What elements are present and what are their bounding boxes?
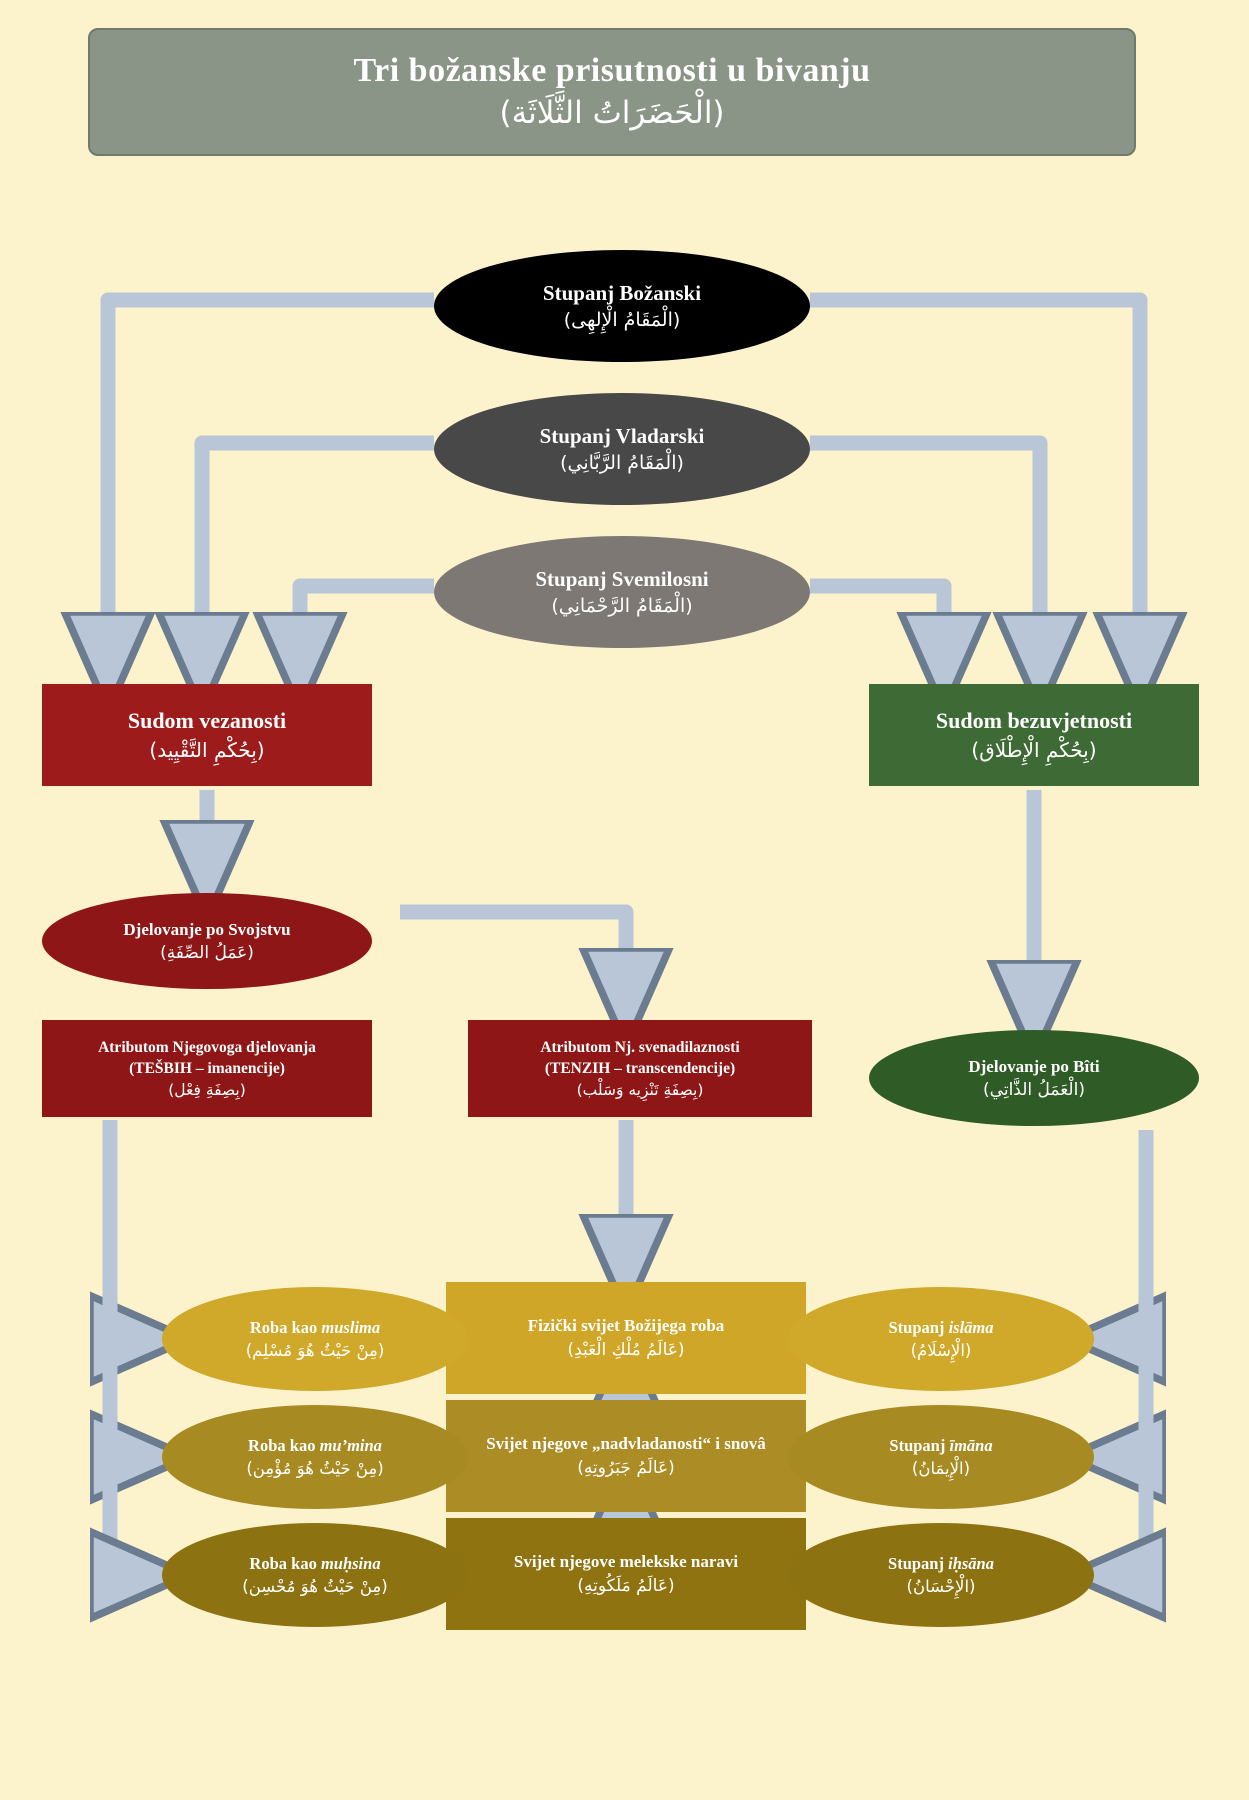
node-stupanj-imana [788,1405,1094,1509]
node-stupanj-vladarski [434,393,810,505]
node-label-arabic: (عَالَمُ جَبَرُوتِهِ) [577,1458,675,1478]
node-label-latin: Fizički svijet Božijega roba [527,1316,725,1335]
node-label-latin: Sudom bezuvjetnosti [935,708,1133,733]
node-sudom-bezuvjetnosti [869,684,1199,786]
node-label-arabic: (مِنْ حَيْثُ هُوَ مُسْلِم) [245,1341,385,1360]
arrow-lvl2-to-bound [202,443,434,660]
node-stupanj-svemilosni [434,536,810,648]
node-label-latin: Stupanj Svemilosni [535,567,709,591]
label-prefix: Stupanj [888,1554,949,1573]
node-tenzih [468,1020,812,1117]
label-italic: mu’mina [319,1436,382,1455]
label-prefix: Stupanj [889,1436,950,1455]
label-prefix: Roba kao [248,1436,320,1455]
node-label-line2: (TENZIH – transcendencije) [544,1059,736,1077]
node-label-arabic: (الْإِسْلَامُ) [910,1341,972,1360]
node-svijet-melekut [446,1518,806,1630]
page-title [88,28,1136,156]
node-label-arabic: (بِصِفَةِ فِعْل) [168,1080,246,1099]
node-svijet-mulk [446,1282,806,1394]
node-roba-kao-mumina [162,1405,468,1509]
node-label-latin: Svijet njegove „nadvladanosti“ i snovâ [486,1434,766,1453]
node-label-arabic: (الْعَمَلُ الذَّاتِي) [983,1079,1085,1100]
node-label-line1: Atributom Nj. svenadilaznosti [540,1039,740,1057]
node-label-arabic: (الْإِيمَانُ) [911,1459,971,1478]
node-label-latin: Djelovanje po Bîti [968,1056,1100,1076]
node-djelovanje-po-biti [869,1030,1199,1126]
node-tesbih [42,1020,372,1117]
node-label-arabic: (بِحُكْمِ التَّقْيِيد) [149,738,265,762]
node-label-latin: Djelovanje po Svojstvu [123,919,291,939]
node-label-arabic: (عَمَلُ الصِّفَةِ) [160,942,254,963]
label-italic: muḥsina [320,1554,381,1573]
arrow-lvl3-to-bound [300,586,434,660]
title-latin: Tri božanske prisutnosti u bivanju [353,51,871,89]
label-prefix: Roba kao [249,1318,322,1337]
node-label-latin [250,1318,380,1338]
node-label-arabic: (الْمَقَامُ الْإِلهِى) [563,309,681,331]
node-label-latin: Sudom vezanosti [127,708,287,733]
node-label-arabic: (بِحُكْمِ الْإِطْلَاق) [971,738,1097,762]
arrow-lvl2-to-abs [810,443,1040,660]
arrow-tesbih-to-row3 [110,1180,138,1575]
label-prefix: Roba kao [249,1554,321,1573]
node-sudom-vezanosti [42,684,372,786]
label-italic: iḥsāna [948,1554,994,1573]
arrow-essence-to-row3 [1118,1190,1146,1575]
node-stupanj-islama [788,1287,1094,1391]
node-label-arabic: (الْمَقَامُ الرَّبَّانِي) [560,452,684,474]
node-label-arabic: (عَالَمُ مَلَكُوتِهِ) [577,1576,675,1596]
node-label-line2: (TEŠBIH – imanencije) [129,1059,285,1077]
node-label-latin [888,1554,994,1574]
label-italic: īmāna [949,1436,993,1455]
node-stupanj-ihsana [788,1523,1094,1627]
node-stupanj-bozanski [434,250,810,362]
arrow-lvl1-to-bound [108,300,434,660]
node-label-latin [888,1318,993,1338]
title-arabic: (الْحَضَرَاتُ الثَّلَاثَة) [499,95,725,132]
node-djelovanje-po-svojstvu [42,893,372,989]
node-label-arabic: (الْمَقَامُ الرَّحْمَانِي) [551,595,693,617]
node-svijet-dzeberut [446,1400,806,1512]
node-label-arabic: (مِنْ حَيْثُ هُوَ مُحْسِن) [242,1577,388,1596]
node-label-latin: Svijet njegove melekske naravi [513,1552,739,1571]
arrow-lvl3-to-abs [810,586,944,660]
label-prefix: Stupanj [888,1318,949,1337]
arrow-action-attr-to-tenzih [400,912,626,996]
node-label-arabic: (مِنْ حَيْثُ هُوَ مُؤْمِن) [246,1459,384,1478]
node-label-arabic: (بِصِفَةِ تَنْزِيه وَسَلْب) [576,1080,704,1099]
label-italic: islāma [948,1318,994,1337]
node-label-latin [249,1554,380,1574]
node-label-latin [889,1436,992,1456]
node-roba-kao-muslima [162,1287,468,1391]
node-label-line1: Atributom Njegovoga djelovanja [98,1039,316,1057]
node-label-latin: Stupanj Božanski [542,281,702,305]
node-label-arabic: (الْإِحْسَانُ) [906,1577,976,1596]
label-italic: muslima [321,1318,381,1337]
arrow-lvl1-to-abs [810,300,1140,660]
node-roba-kao-muhsina [162,1523,468,1627]
node-label-latin: Stupanj Vladarski [539,424,705,448]
node-label-latin [248,1436,382,1456]
node-label-arabic: (عَالَمُ مُلْكِ الْعَبْدِ) [567,1340,685,1360]
